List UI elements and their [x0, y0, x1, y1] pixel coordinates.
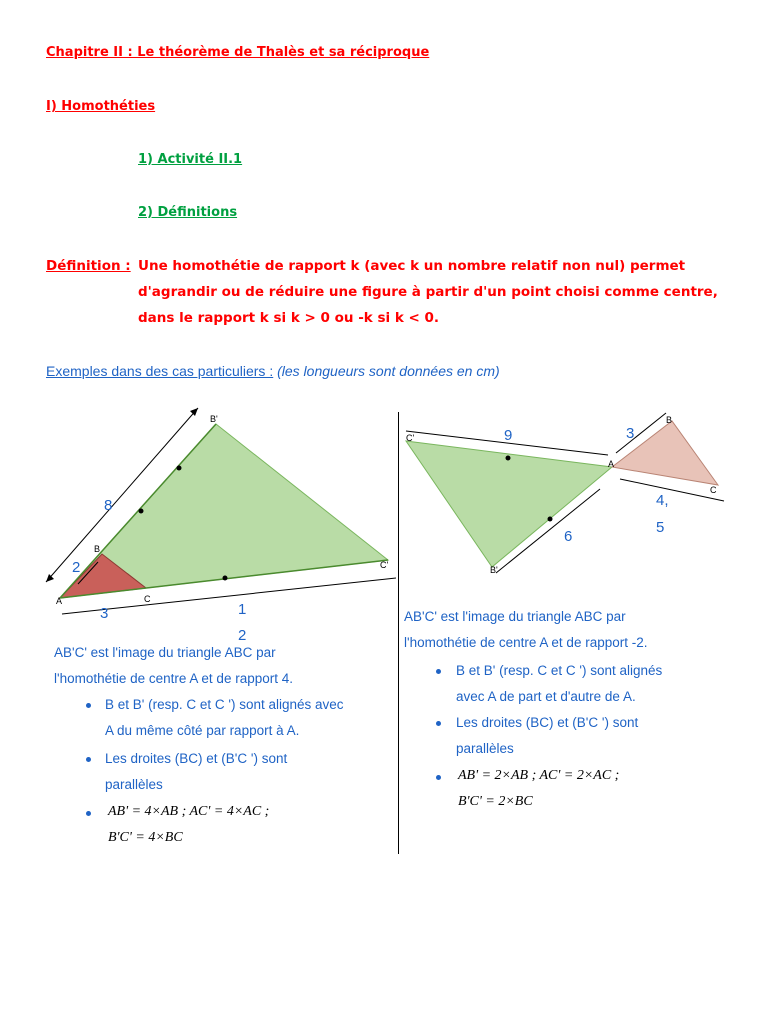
section-title: I) Homothéties: [46, 99, 156, 114]
column-divider: [398, 412, 399, 854]
left-bullet-1-line-1: B et B' (resp. C et C ') sont alignés avec: [105, 697, 344, 712]
right-point-b-prime: B': [490, 565, 498, 575]
left-point-c: C: [144, 594, 151, 604]
left-point-c-prime: C': [380, 560, 389, 570]
left-length-ab: 2: [72, 559, 81, 576]
right-formula-1: AB' = 2×AB ; AC' = 2×AC ;: [458, 768, 620, 783]
right-point-b: B: [666, 415, 673, 425]
left-caption-line-1: AB'C' est l'image du triangle ABC par: [54, 645, 276, 660]
arrowhead: [190, 408, 198, 416]
definition-line-3: dans le rapport k si k > 0 ou -k si k < 0.: [138, 310, 440, 326]
left-length-ac: 3: [100, 605, 109, 622]
right-point-c: C: [710, 485, 717, 495]
right-figure: [400, 405, 730, 580]
examples-note: (les longueurs sont données en cm): [277, 363, 500, 379]
right-length-a-c-prime: 9: [504, 427, 513, 444]
bullet-dot: [86, 703, 91, 708]
definition-line-2: d'agrandir ou de réduire une figure à partir d'un point choisi comme centre,: [138, 284, 718, 300]
examples-label: Exemples dans des cas particuliers :: [46, 363, 274, 379]
marker-dot: [223, 576, 228, 581]
right-length-a-b-prime: 6: [564, 528, 573, 545]
right-point-c-prime: C': [406, 433, 415, 443]
left-bullet-1-line-2: A du même côté par rapport à A.: [105, 723, 300, 738]
marker-dot: [177, 466, 182, 471]
left-caption-line-2: l'homothétie de centre A et de rapport 4.: [54, 671, 293, 686]
bullet-dot: [436, 669, 441, 674]
right-length-ab: 3: [626, 425, 635, 442]
definitions-heading: 2) Définitions: [138, 205, 238, 220]
arrowhead: [46, 574, 54, 582]
left-point-a: A: [56, 596, 63, 606]
right-formula-2: B'C' = 2×BC: [458, 794, 533, 809]
right-bullet-1-line-1: B et B' (resp. C et C ') sont alignés: [456, 663, 663, 678]
marker-dot: [139, 509, 144, 514]
left-bullet-2-line-1: Les droites (BC) et (B'C ') sont: [105, 751, 288, 766]
left-length-cc-prime-1: 1: [238, 601, 247, 618]
left-bullet-2-line-2: parallèles: [105, 777, 163, 792]
left-point-b-prime: B': [210, 414, 218, 424]
left-point-b: B: [94, 544, 101, 554]
right-bullet-1-line-2: avec A de part et d'autre de A.: [456, 689, 636, 704]
activity-heading: 1) Activité II.1: [138, 152, 243, 167]
left-length-ab-prime: 8: [104, 497, 113, 514]
examples-heading: [46, 363, 500, 379]
marker-dot: [548, 517, 553, 522]
bullet-dot: [436, 721, 441, 726]
definition-line-1: Une homothétie de rapport k (avec k un nombre relatif non nul) permet: [138, 258, 686, 274]
bullet-dot: [86, 757, 91, 762]
chapter-title: Chapitre II : Le théorème de Thalès et sa réciproque: [46, 45, 430, 60]
right-point-a: A: [608, 459, 615, 469]
right-bullet-2-line-2: parallèles: [456, 741, 514, 756]
left-formula-1: AB' = 4×AB ; AC' = 4×AC ;: [108, 804, 270, 819]
right-length-ac-2: 5: [656, 519, 665, 536]
right-length-ac-1: 4,: [656, 492, 669, 509]
left-length-cc-prime-2: 2: [238, 627, 247, 644]
bullet-dot: [436, 775, 441, 780]
right-caption-line-2: l'homothétie de centre A et de rapport -2.: [404, 635, 648, 650]
marker-dot: [506, 456, 511, 461]
bullet-dot: [86, 811, 91, 816]
left-figure: [40, 400, 396, 650]
right-bullet-2-line-1: Les droites (BC) et (B'C ') sont: [456, 715, 639, 730]
definition-label: Définition :: [46, 258, 131, 274]
left-formula-2: B'C' = 4×BC: [108, 830, 183, 845]
right-caption-line-1: AB'C' est l'image du triangle ABC par: [404, 609, 626, 624]
